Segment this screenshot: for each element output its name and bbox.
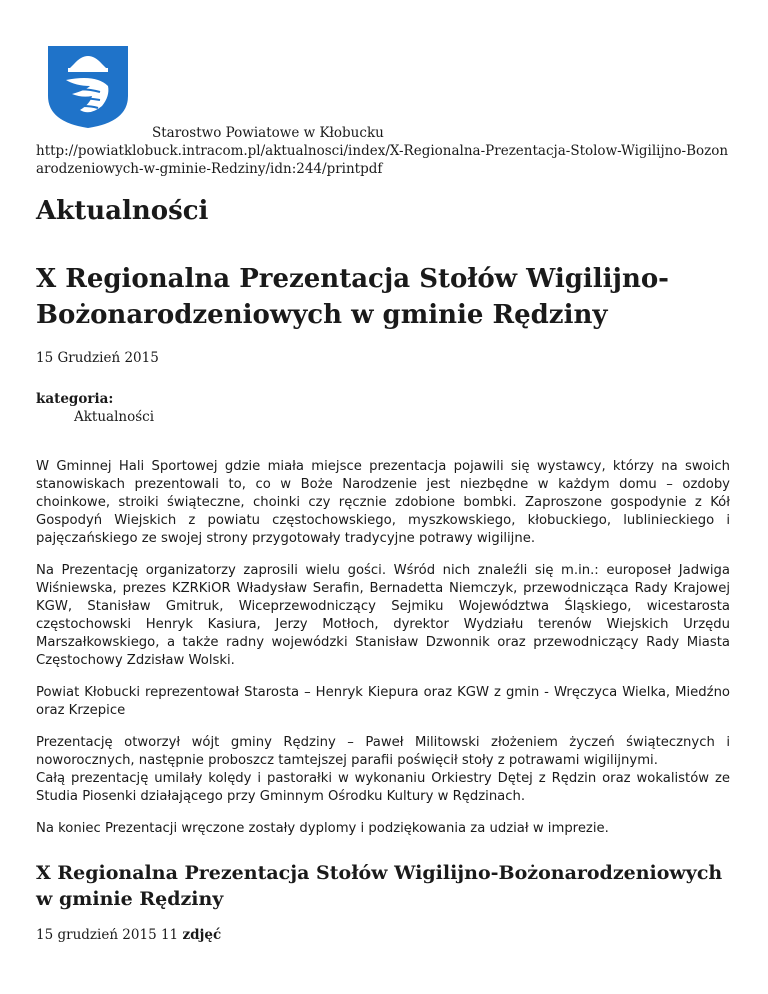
coat-of-arms-logo [46, 44, 130, 130]
gallery-title: X Regionalna Prezentacja Stołów Wigilijno-Bożonarodzeniowych w gminie Rędziny [36, 862, 723, 910]
section-title: Aktualności [36, 196, 209, 226]
article-date: 15 Grudzień 2015 [36, 350, 159, 366]
category-value: Aktualności [74, 409, 155, 425]
print-header [36, 124, 736, 178]
paragraph: Powiat Kłobucki reprezentował Starosta – Henryk Kiepura oraz KGW z gmin - Wręczyca Wielka, Miedźno oraz Krzepice [36, 685, 730, 718]
article-title: X Regionalna Prezentacja Stołów Wigilijno-Bożonarodzeniowych w gminie Rędziny [36, 264, 669, 330]
gallery-meta [36, 927, 221, 943]
office-name: Starostwo Powiatowe w Kłobucku [152, 125, 384, 141]
paragraph [36, 734, 730, 806]
paragraph: Na koniec Prezentacji wręczone zostały dyplomy i podziękowania za udział w imprezie. [36, 821, 609, 836]
article-body [36, 458, 730, 852]
gallery-photos-link[interactable]: zdjęć [182, 927, 222, 943]
gallery-date-count: 15 grudzień 2015 11 [36, 927, 179, 943]
paragraph: W Gminnej Hali Sportowej gdzie miała miejsce prezentacja pojawili się wystawcy, którzy na swoich stanowiskach prezentowali to, co w Boże Narodzenie jest niezbędne w każdym domu – ozdoby choinkowe, stroiki świąteczne, choinki czy ręcznie zdobione bombki. Zaproszone gospodynie z Kół Gospodyń Wiejskich z powiatu częstochowskiego, myszkowskiego, kłobuckiego, lublinieckiego i pajęczańskiego ze swojej strony przygotowały tradycyjne potrawy wigilijne. [36, 459, 730, 546]
paragraph: Na Prezentację organizatorzy zaprosili wielu gości. Wśród nich znaleźli się m.in.: europoseł Jadwiga Wiśniewska, prezes KZRKiOR Władysław Serafin, Bernadetta Niemczyk, przewodnicząca Rady Krajowej KGW, Stanisław Gmitruk, Wiceprzewodniczący Sejmiku Województwa Śląskiego, wicestarosta częstochowski Henryk Kasiura, Jerzy Motłoch, dyrektor Wydziału terenów Wiejskich Urzędu Marszałkowskiego, a także radny wojewódzki Stanisław Dzwonnik oraz przewodniczący Rady Miasta Częstochowy Zdzisław Wolski. [36, 563, 730, 668]
paragraph-line: Prezentację otworzył wójt gminy Rędziny – Paweł Militowski złożeniem życzeń świątecznych i noworocznych, następnie proboszcz tamtejszej parafii poświęcił stoły z potrawami wigilijnymi. [36, 735, 730, 768]
paragraph-line: Całą prezentację umilały kolędy i pastorałki w wykonaniu Orkiestry Dętej z Rędzin oraz wokalistów ze Studia Piosenki działającego przy Gminnym Ośrodku Kultury w Rędzinach. [36, 771, 730, 804]
category-label: kategoria: [36, 391, 114, 407]
page-url: http://powiatklobuck.intracom.pl/aktualnosci/index/X-Regionalna-Prezentacja-Stolow-Wigilijno-Bozonarodzeniowych-w-gminie-Redziny/idn:244/printpdf [36, 143, 729, 177]
